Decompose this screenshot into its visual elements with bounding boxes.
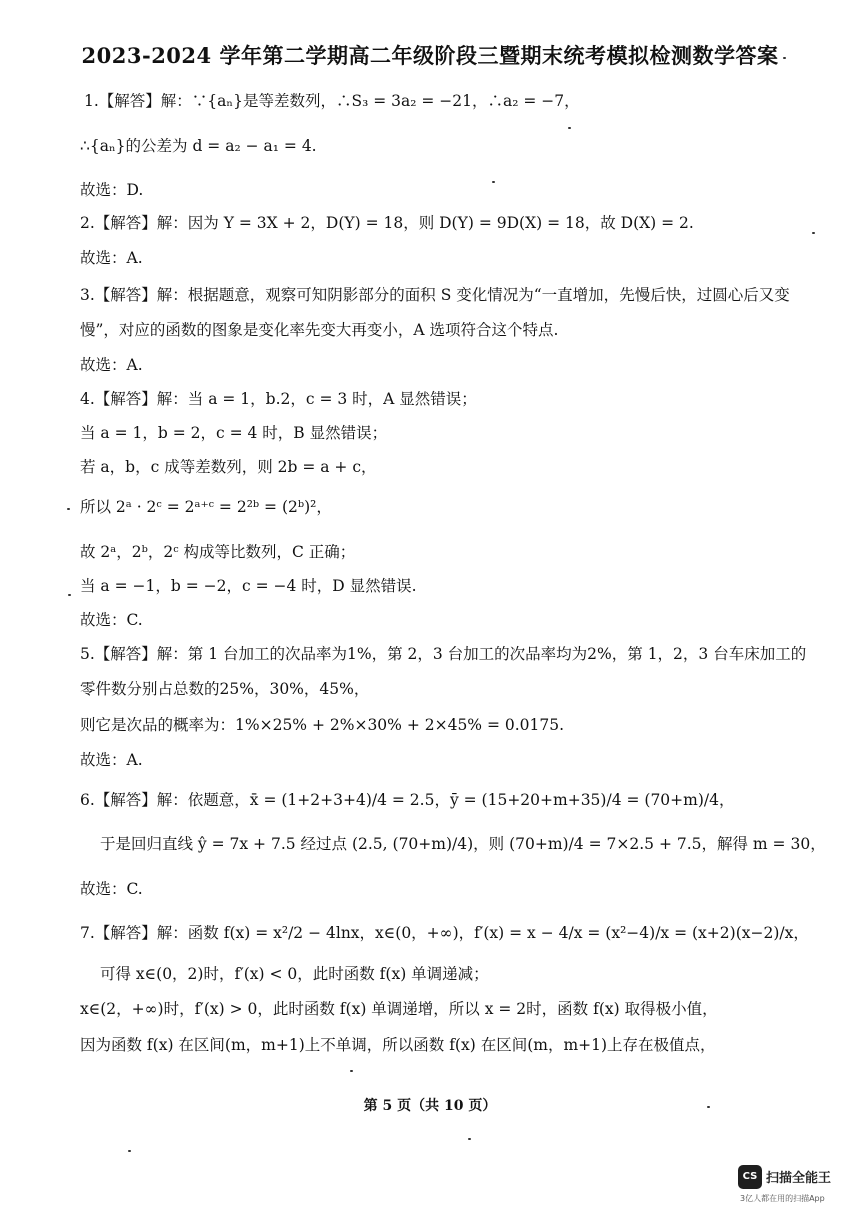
page-footer: 第 5 页（共 10 页）	[363, 1098, 497, 1114]
answer-line: 故选：C.	[80, 880, 143, 898]
scan-speck	[492, 181, 495, 183]
answer-line: 故 2ᵃ，2ᵇ，2ᶜ 构成等比数列，C 正确；	[80, 543, 356, 561]
scan-speck	[707, 1106, 710, 1108]
answer-line: 于是回归直线 ŷ = 7x + 7.5 经过点 (2.5, (70+m)/4)，则 (70+m)/4 = 7×2.5 + 7.5，解得 m = 30，	[100, 835, 826, 853]
scan-speck	[812, 232, 815, 234]
watermark-name: 扫描全能王	[766, 1171, 832, 1186]
answer-line: 当 a = −1，b = −2，c = −4 时，D 显然错误.	[80, 577, 417, 595]
answer-line: 5.【解答】解：第 1 台加工的次品率为1%，第 2，3 台加工的次品率均为2%，第 1，2，3 台车床加工的	[80, 645, 807, 663]
document-title: 2023-2024 学年第二学期高二年级阶段三暨期末统考模拟检测数学答案	[81, 43, 779, 68]
scanner-watermark	[738, 1165, 848, 1209]
answer-line: 则它是次品的概率为：1%×25% + 2%×30% + 2×45% = 0.0175.	[80, 716, 565, 734]
answer-line: 故选：A.	[80, 751, 143, 769]
answer-line: 零件数分别占总数的25%，30%，45%，	[80, 680, 370, 698]
answer-line: 7.【解答】解：函数 f(x) = x²/2 − 4lnx，x∈(0，+∞)，f′(x) = x − 4/x = (x²−4)/x = (x+2)(x−2)/x，	[80, 924, 809, 942]
answer-line: 3.【解答】解：根据题意，观察可知阴影部分的面积 S 变化情况为“一直增加，先慢后快，过圆心后又变	[80, 286, 790, 304]
scan-speck	[568, 127, 571, 129]
answer-line: 若 a，b，c 成等差数列，则 2b = a + c，	[80, 458, 377, 476]
answer-line: 慢”，对应的函数的图象是变化率先变大再变小，A 选项符合这个特点.	[80, 321, 559, 339]
answer-line: x∈(2，+∞)时，f′(x) > 0，此时函数 f(x) 单调递增，所以 x = 2时，函数 f(x) 取得极小值，	[80, 1000, 718, 1018]
scan-speck	[67, 508, 70, 510]
scan-speck	[68, 594, 71, 596]
answer-line: 故选：C.	[80, 611, 143, 629]
answer-line: 可得 x∈(0，2)时，f′(x) < 0，此时函数 f(x) 单调递减；	[100, 965, 489, 983]
answer-line: ∴{aₙ}的公差为 d = a₂ − a₁ = 4.	[80, 137, 317, 155]
scan-speck	[783, 57, 786, 59]
answer-line: 当 a = 1，b = 2，c = 4 时，B 显然错误；	[80, 424, 388, 442]
answer-line: 故选：D.	[80, 181, 144, 199]
answer-line: 2.【解答】解：因为 Y = 3X + 2，D(Y) = 18，则 D(Y) = 9D(X) = 18，故 D(X) = 2.	[80, 214, 694, 232]
cs-logo-icon: CS	[738, 1165, 762, 1189]
answer-line: 故选：A.	[80, 356, 143, 374]
answer-line: 所以 2ᵃ · 2ᶜ = 2ᵃ⁺ᶜ = 2²ᵇ = (2ᵇ)²，	[80, 498, 332, 516]
scan-speck	[468, 1138, 471, 1140]
answer-line: 因为函数 f(x) 在区间(m，m+1)上不单调，所以函数 f(x) 在区间(m，m+1)上存在极值点，	[80, 1036, 716, 1054]
scan-speck	[350, 1070, 353, 1072]
watermark-tagline: 3亿人都在用的扫描App	[740, 1194, 825, 1203]
answer-line: 1.【解答】解：∵{aₙ}是等差数列，∴S₃ = 3a₂ = −21，∴a₂ = −7，	[84, 92, 580, 110]
answer-line: 6.【解答】解：依题意，x̄ = (1+2+3+4)/4 = 2.5，ȳ = (15+20+m+35)/4 = (70+m)/4，	[80, 791, 735, 809]
scan-speck	[128, 1150, 131, 1152]
answer-line: 故选：A.	[80, 249, 143, 267]
answer-line: 4.【解答】解：当 a = 1，b.2，c = 3 时，A 显然错误；	[80, 390, 477, 408]
